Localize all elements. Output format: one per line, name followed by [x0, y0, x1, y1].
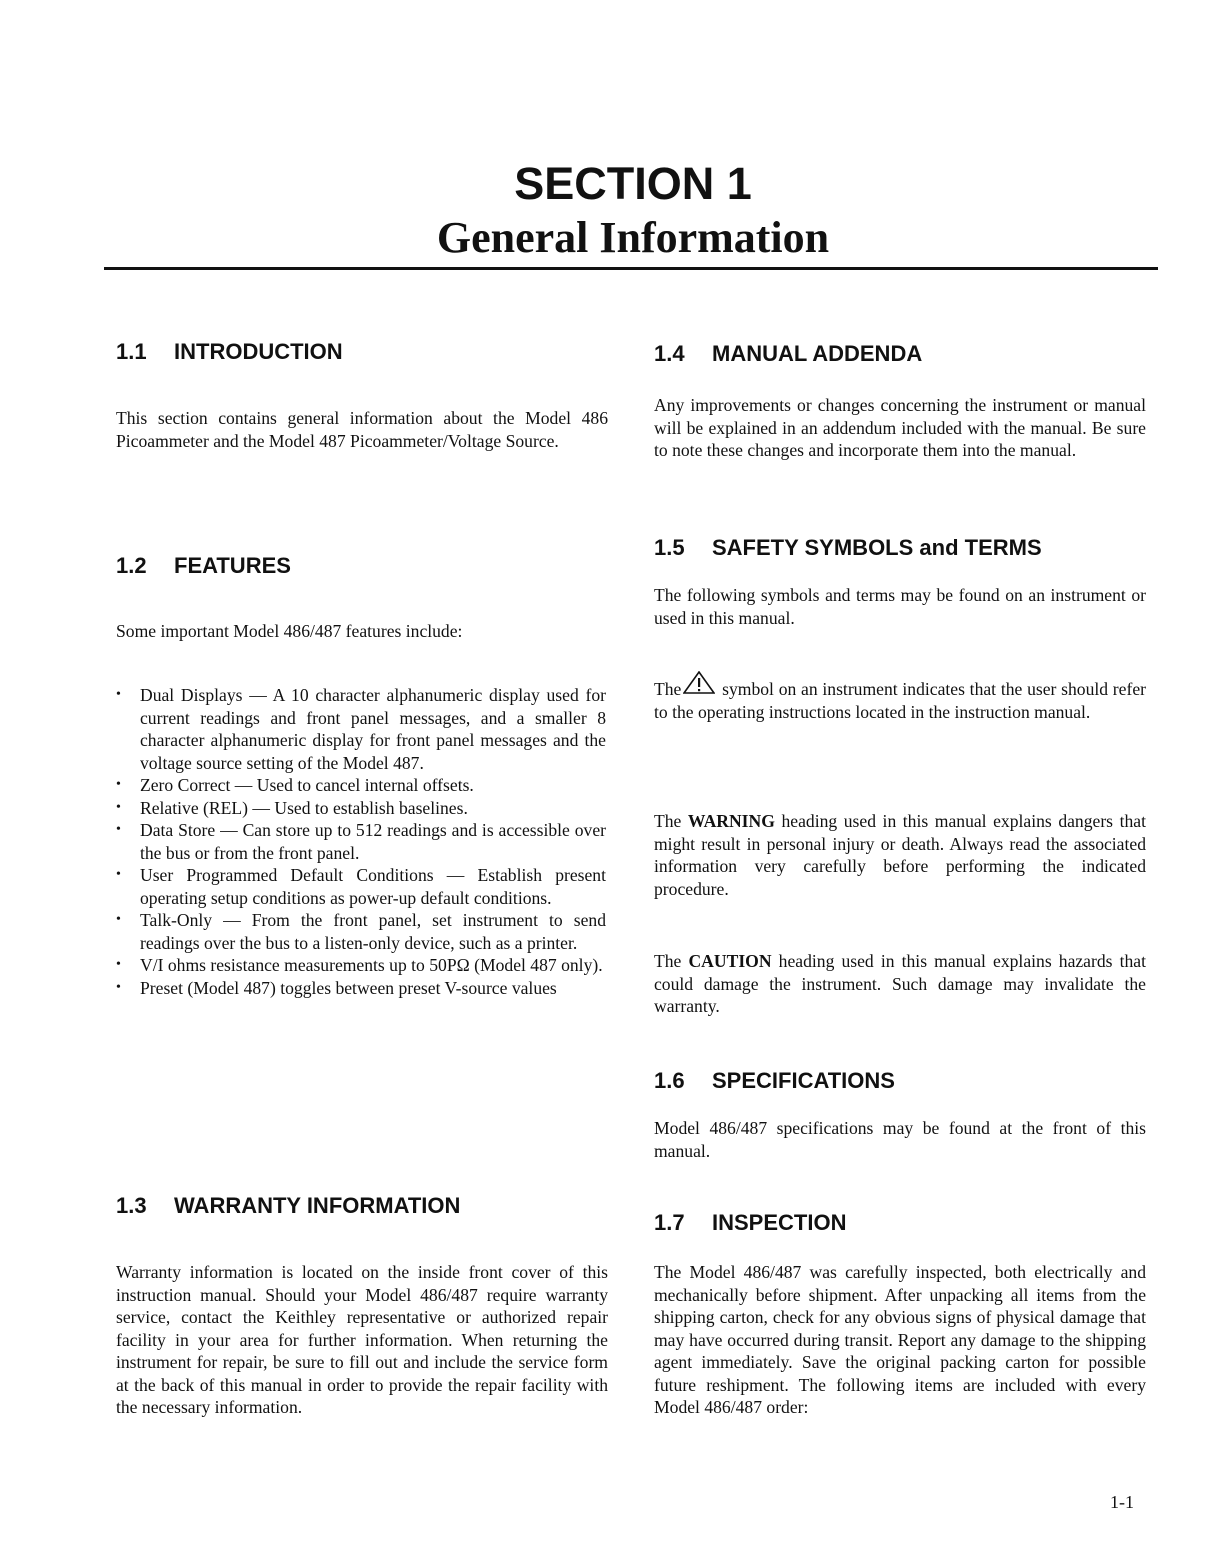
list-item: • Relative (REL) — Used to establish baselines.: [116, 797, 606, 820]
heading-text: WARRANTY INFORMATION: [174, 1193, 461, 1218]
introduction-body: This section contains general information about the Model 486 Picoammeter and the Model 487 Picoammeter/Voltage Source.: [116, 408, 608, 451]
list-item: • Preset (Model 487) toggles between preset V-source values: [116, 977, 606, 1000]
specifications-body: Model 486/487 specifications may be found at the front of this manual.: [654, 1118, 1146, 1161]
heading-number: 1.6: [654, 1068, 685, 1093]
list-item: • User Programmed Default Conditions — Establish present operating setup conditions as power-up default conditions.: [116, 864, 606, 909]
title-rule: [104, 267, 1158, 270]
heading-text: MANUAL ADDENDA: [712, 341, 923, 366]
safety-intro: The following symbols and terms may be found on an instrument or used in this manual.: [654, 585, 1146, 628]
warranty-body: Warranty information is located on the inside front cover of this instruction manual. Should your Model 486/487 require warranty service, contact the Keithley representative or authorized repair facility in your area for further information. When returning the instrument for repair, be sure to fill out and include the service form at the back of this manual in order to provide the repair facility with the necessary information.: [116, 1262, 608, 1417]
features-intro: Some important Model 486/487 features include:: [116, 621, 463, 641]
inspection-body: The Model 486/487 was carefully inspected, both electrically and mechanically before shipment. After unpacking all items from the shipping carton, check for any obvious signs of physical damage that may have occurred during transit. Report any damage to the shipping agent immediately. Save the original packing carton for possible future reshipment. The following items are included with every Model 486/487 order:: [654, 1262, 1146, 1417]
warning-keyword: WARNING: [687, 811, 775, 831]
heading-number: 1.7: [654, 1210, 685, 1235]
heading-number: 1.5: [654, 535, 685, 560]
list-item: • Talk-Only — From the front panel, set instrument to send readings over the bus to a listen-only device, such as a printer.: [116, 909, 606, 954]
heading-inspection: [654, 1210, 846, 1236]
heading-text: INTRODUCTION: [174, 339, 343, 364]
caution-triangle-icon: [683, 671, 715, 695]
list-item: • Data Store — Can store up to 512 readings and is accessible over the bus or from the front panel.: [116, 819, 606, 864]
heading-text: FEATURES: [174, 553, 291, 578]
heading-text: INSPECTION: [712, 1210, 847, 1235]
heading-introduction: [116, 339, 343, 365]
list-item: • V/I ohms resistance measurements up to 50PΩ (Model 487 only).: [116, 954, 606, 977]
heading-number: 1.1: [116, 339, 147, 364]
page-number: 1-1: [1110, 1492, 1134, 1512]
heading-number: 1.4: [654, 341, 685, 366]
caution-paragraph: [654, 950, 1146, 1018]
warning-post-text: heading used in this manual explains dangers that might result in personal injury or death. Always read the associated information very carefully before performing the indicated procedure.: [654, 811, 1146, 899]
symbol-pre-text: The: [654, 679, 682, 699]
heading-safety-symbols: [654, 535, 1042, 561]
heading-features: [116, 553, 291, 579]
heading-manual-addenda: [654, 341, 922, 367]
heading-number: 1.3: [116, 1193, 147, 1218]
manual-addenda-body: Any improvements or changes concerning the instrument or manual will be explained in an addendum included with the manual. Be sure to note these changes and incorporate them into the manual.: [654, 395, 1146, 460]
section-title: General Information: [436, 213, 830, 262]
caution-pre-text: The: [654, 951, 682, 971]
warning-paragraph: [654, 810, 1146, 900]
safety-symbol-paragraph: [654, 671, 1146, 723]
symbol-post-text: symbol on an instrument indicates that the user should refer to the operating instructions located in the instruction manual.: [654, 679, 1147, 722]
heading-warranty: [116, 1193, 460, 1219]
list-item: • Zero Correct — Used to cancel internal offsets.: [116, 774, 606, 797]
heading-number: 1.2: [116, 553, 147, 578]
heading-text: SPECIFICATIONS: [712, 1068, 895, 1093]
features-list: [116, 684, 606, 999]
caution-post-text: heading used in this manual explains hazards that could damage the instrument. Such damage may invalidate the warranty.: [654, 951, 1146, 1016]
list-item: • Dual Displays — A 10 character alphanumeric display used for current readings and front panel messages, and a smaller 8 character alphanumeric display for front panel messages and the voltage source setting of the Model 487.: [116, 684, 606, 774]
heading-text: SAFETY SYMBOLS and TERMS: [712, 535, 1042, 560]
section-label: SECTION 1: [514, 158, 752, 209]
heading-specifications: [654, 1068, 895, 1094]
warning-pre-text: The: [654, 811, 682, 831]
caution-keyword: CAUTION: [688, 951, 772, 971]
